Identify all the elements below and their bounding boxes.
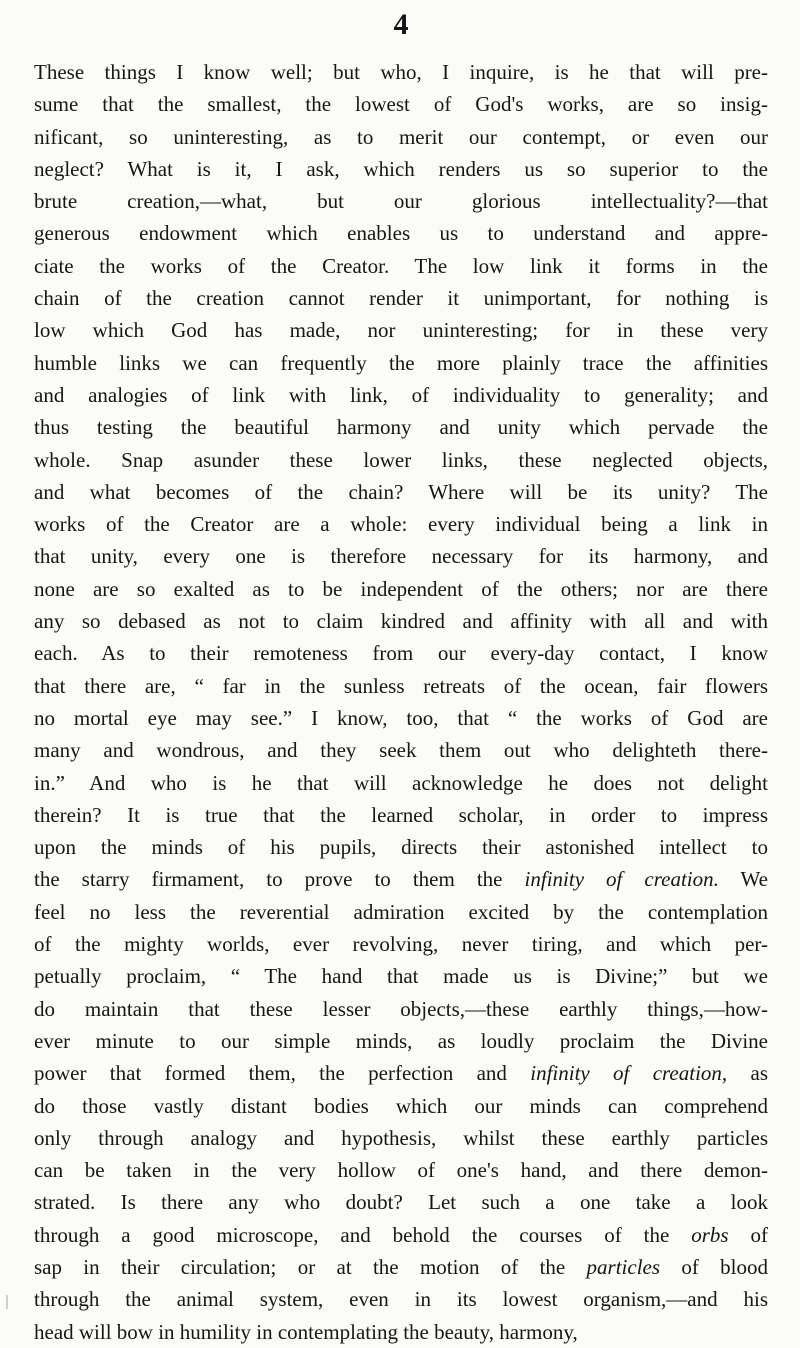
text-segment: as [727, 1061, 768, 1086]
italic-text: particles [586, 1254, 661, 1279]
text-segment: and what becomes of the chain? Where will be its unity? The [34, 479, 768, 504]
text-line [34, 960, 768, 992]
text-segment: generous endowment which enables us to understand and appre- [34, 221, 768, 246]
text-line [34, 121, 768, 153]
text-segment: through a good microscope, and behold the courses of the [34, 1222, 692, 1247]
text-segment: strated. Is there any who doubt? Let such a one take a look [34, 1190, 768, 1215]
text-line [34, 476, 768, 508]
text-segment: thus testing the beautiful harmony and unity which pervade the [34, 415, 768, 440]
text-segment: neglect? What is it, I ask, which renders us so superior to the [34, 156, 768, 181]
text-segment: upon the minds of his pupils, directs their astonished intellect to [34, 835, 768, 860]
text-segment: power that formed them, the perfection and [34, 1061, 531, 1086]
text-segment: low which God has made, nor uninteresting; for in these very [34, 318, 768, 343]
text-segment: many and wondrous, and they seek them out who delighteth there- [34, 738, 768, 763]
text-segment: feel no less the reverential admiration excited by the contemplation [34, 899, 768, 924]
text-line [34, 1154, 768, 1186]
text-segment: of blood [660, 1254, 769, 1279]
text-segment: petually proclaim, “ The hand that made us is Divine;” but we [34, 964, 768, 989]
text-line [34, 153, 768, 185]
text-segment: of the mighty worlds, ever revolving, never tiring, and which per- [34, 932, 768, 957]
italic-text: infinity of creation. [524, 867, 719, 892]
text-segment: nificant, so uninteresting, as to merit our contempt, or even our [34, 124, 768, 149]
text-segment: humble links we can frequently the more plainly trace the affinities [34, 350, 768, 375]
text-line [34, 1251, 768, 1283]
text-segment: that unity, every one is therefore necessary for its harmony, and [34, 544, 768, 569]
text-line [34, 605, 768, 637]
text-segment: of [728, 1222, 768, 1247]
text-segment: none are so exalted as to be independent of the others; nor are there [34, 576, 768, 601]
text-line [34, 1122, 768, 1154]
text-line [34, 379, 768, 411]
text-segment: do those vastly distant bodies which our minds can comprehend [34, 1093, 768, 1118]
text-segment: do maintain that these lesser objects,—these earthly things,—how- [34, 996, 768, 1021]
text-segment: brute creation,—what, but our glorious intellectuality?—that [34, 189, 768, 214]
text-segment: only through analogy and hypothesis, whilst these earthly particles [34, 1125, 768, 1150]
text-line [34, 1219, 768, 1251]
text-line [34, 928, 768, 960]
text-line [34, 831, 768, 863]
text-line [34, 863, 768, 895]
text-line [34, 347, 768, 379]
page-number: 4 [393, 8, 409, 41]
text-line [34, 314, 768, 346]
text-segment: each. As to their remoteness from our every-day contact, I know [34, 641, 768, 666]
text-line [34, 993, 768, 1025]
text-line [34, 767, 768, 799]
body-text [34, 56, 768, 1348]
text-segment: works of the Creator are a whole: every individual being a link in [34, 512, 768, 537]
text-segment: any so debased as not to claim kindred and affinity with all and with [34, 609, 768, 634]
text-segment: the starry firmament, to prove to them the [34, 867, 525, 892]
text-line [34, 670, 768, 702]
text-line [34, 637, 768, 669]
text-segment: in.” And who is he that will acknowledge he does not delight [34, 770, 768, 795]
italic-text: infinity of creation, [530, 1061, 728, 1086]
text-line [34, 250, 768, 282]
text-segment: sap in their circulation; or at the motion of the [34, 1254, 587, 1279]
text-line [34, 1283, 768, 1315]
text-line [34, 56, 768, 88]
text-segment: ciate the works of the Creator. The low link it forms in the [34, 253, 768, 278]
text-line [34, 185, 768, 217]
italic-text: orbs [691, 1222, 729, 1247]
text-line [34, 799, 768, 831]
text-line [34, 1186, 768, 1218]
text-line [34, 1057, 768, 1089]
text-segment: We [718, 867, 768, 892]
text-line [34, 1090, 768, 1122]
text-line [34, 88, 768, 120]
text-segment: head will bow in humility in contemplating the beauty, harmony, [34, 1319, 578, 1344]
text-segment: therein? It is true that the learned scholar, in order to impress [34, 802, 768, 827]
text-line [34, 540, 768, 572]
text-line [34, 444, 768, 476]
page-edge-mark [6, 1295, 8, 1309]
text-line [34, 217, 768, 249]
text-segment: can be taken in the very hollow of one's hand, and there demon- [34, 1158, 768, 1183]
text-line [34, 573, 768, 605]
text-segment: and analogies of link with link, of individuality to generality; and [34, 382, 768, 407]
text-segment: whole. Snap asunder these lower links, these neglected objects, [34, 447, 768, 472]
text-line [34, 508, 768, 540]
text-line [34, 282, 768, 314]
text-line [34, 734, 768, 766]
text-segment: chain of the creation cannot render it unimportant, for nothing is [34, 286, 768, 311]
text-line [34, 702, 768, 734]
text-segment: ever minute to our simple minds, as loudly proclaim the Divine [34, 1028, 768, 1053]
text-segment: that there are, “ far in the sunless retreats of the ocean, fair flowers [34, 673, 768, 698]
text-segment: These things I know well; but who, I inquire, is he that will pre- [34, 60, 768, 84]
text-line [34, 1025, 768, 1057]
text-line [34, 411, 768, 443]
text-line [34, 896, 768, 928]
text-line [34, 1316, 768, 1348]
text-segment: sume that the smallest, the lowest of God's works, are so insig- [34, 92, 768, 117]
text-segment: through the animal system, even in its lowest organism,—and his [34, 1287, 768, 1312]
text-segment: no mortal eye may see.” I know, too, that “ the works of God are [34, 705, 768, 730]
